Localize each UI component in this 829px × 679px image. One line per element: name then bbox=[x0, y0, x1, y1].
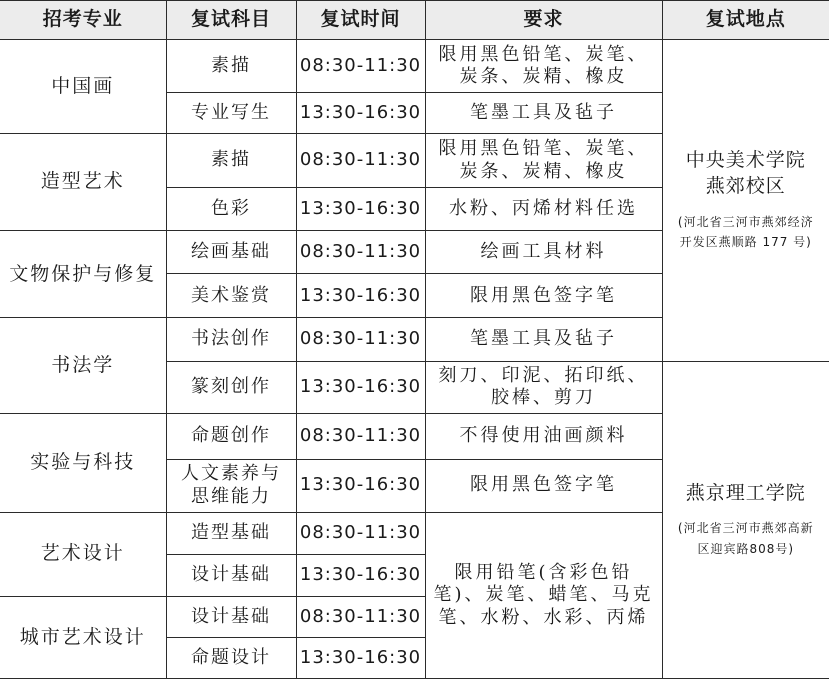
address-line: (河北省三河市燕郊经济 bbox=[677, 214, 814, 229]
subject-cell: 美术鉴赏 bbox=[166, 274, 296, 318]
time-cell: 08:30-11:30 bbox=[296, 318, 425, 361]
requirement-line: 笔、水粉、水彩、丙烯 bbox=[438, 606, 649, 628]
time-cell: 13:30-16:30 bbox=[296, 93, 425, 134]
address-line: 区迎宾路808号) bbox=[697, 541, 795, 556]
major-cell: 实验与科技 bbox=[0, 413, 166, 512]
time-cell: 08:30-11:30 bbox=[296, 413, 425, 459]
requirement-cell bbox=[425, 361, 662, 413]
requirement-cell bbox=[425, 134, 662, 188]
requirement-cell: 水粉、丙烯材料任选 bbox=[425, 188, 662, 231]
subject-cell: 篆刻创作 bbox=[166, 361, 296, 413]
location-name: 燕郊校区 bbox=[705, 174, 786, 197]
time-cell: 13:30-16:30 bbox=[296, 274, 425, 318]
header-location: 复试地点 bbox=[662, 1, 829, 40]
subject-cell: 书法创作 bbox=[166, 318, 296, 361]
requirement-cell: 笔墨工具及毡子 bbox=[425, 318, 662, 361]
subject-cell: 造型基础 bbox=[166, 512, 296, 554]
header-subject: 复试科目 bbox=[166, 1, 296, 40]
address-line: (河北省三河市燕郊高新 bbox=[677, 521, 814, 536]
requirement-line: 炭条、炭精、橡皮 bbox=[459, 66, 628, 88]
location-name: 中央美术学院 bbox=[685, 149, 806, 172]
time-cell: 13:30-16:30 bbox=[296, 637, 425, 678]
requirement-cell: 限用黑色签字笔 bbox=[425, 459, 662, 512]
time-cell: 08:30-11:30 bbox=[296, 596, 425, 637]
address-line: 开发区燕顺路 177 号) bbox=[679, 234, 812, 249]
subject-cell: 设计基础 bbox=[166, 554, 296, 596]
major-cell: 文物保护与修复 bbox=[0, 231, 166, 318]
major-cell: 中国画 bbox=[0, 40, 166, 134]
location-cell-yanjing bbox=[662, 361, 829, 679]
requirement-line: 限用黑色铅笔、炭笔、 bbox=[438, 43, 649, 65]
requirement-line: 笔)、炭笔、蜡笔、马克 bbox=[433, 584, 654, 606]
subject-cell: 命题创作 bbox=[166, 413, 296, 459]
header-row bbox=[0, 1, 829, 40]
requirement-cell: 限用黑色签字笔 bbox=[425, 274, 662, 318]
header-time: 复试时间 bbox=[296, 1, 425, 40]
header-major: 招考专业 bbox=[0, 1, 166, 40]
time-cell: 08:30-11:30 bbox=[296, 512, 425, 554]
time-cell: 13:30-16:30 bbox=[296, 188, 425, 231]
major-cell: 造型艺术 bbox=[0, 134, 166, 231]
subject-cell: 绘画基础 bbox=[166, 231, 296, 274]
major-cell: 艺术设计 bbox=[0, 512, 166, 596]
time-cell: 13:30-16:30 bbox=[296, 459, 425, 512]
subject-cell: 专业写生 bbox=[166, 93, 296, 134]
subject-cell: 色彩 bbox=[166, 188, 296, 231]
requirement-cell bbox=[425, 512, 662, 678]
requirement-cell: 绘画工具材料 bbox=[425, 231, 662, 274]
time-cell: 13:30-16:30 bbox=[296, 361, 425, 413]
location-address bbox=[666, 212, 827, 253]
location-name: 燕京理工学院 bbox=[685, 481, 806, 504]
subject-line: 人文素养与 bbox=[181, 463, 281, 485]
major-cell: 书法学 bbox=[0, 318, 166, 413]
subject-cell bbox=[166, 459, 296, 512]
time-cell: 08:30-11:30 bbox=[296, 231, 425, 274]
location-cell-cafa bbox=[662, 40, 829, 361]
table-row bbox=[0, 40, 829, 93]
subject-cell: 设计基础 bbox=[166, 596, 296, 637]
requirement-line: 胶棒、剪刀 bbox=[491, 387, 596, 409]
requirement-cell: 不得使用油画颜料 bbox=[425, 413, 662, 459]
time-cell: 13:30-16:30 bbox=[296, 554, 425, 596]
requirement-line: 限用铅笔(含彩色铅 bbox=[454, 561, 633, 583]
requirement-cell bbox=[425, 40, 662, 93]
subject-line: 思维能力 bbox=[191, 485, 271, 507]
requirement-line: 炭条、炭精、橡皮 bbox=[459, 160, 628, 182]
header-requirement: 要求 bbox=[425, 1, 662, 40]
subject-cell: 素描 bbox=[166, 40, 296, 93]
subject-cell: 素描 bbox=[166, 134, 296, 188]
time-cell: 08:30-11:30 bbox=[296, 40, 425, 93]
subject-cell: 命题设计 bbox=[166, 637, 296, 678]
location-address bbox=[666, 518, 827, 559]
requirement-line: 限用黑色铅笔、炭笔、 bbox=[438, 138, 649, 160]
requirement-cell: 笔墨工具及毡子 bbox=[425, 93, 662, 134]
time-cell: 08:30-11:30 bbox=[296, 134, 425, 188]
major-cell: 城市艺术设计 bbox=[0, 596, 166, 678]
requirement-line: 刻刀、印泥、拓印纸、 bbox=[438, 364, 649, 386]
